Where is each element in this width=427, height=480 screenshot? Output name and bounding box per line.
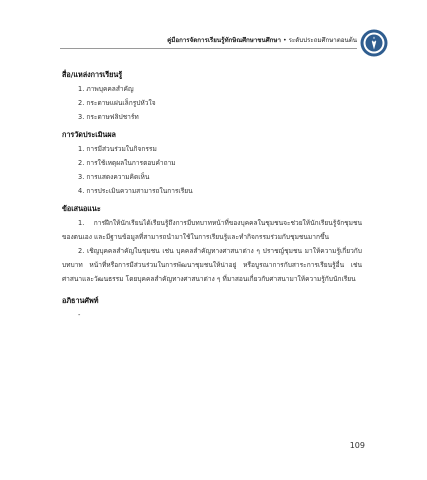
emblem-logo-icon	[359, 28, 389, 58]
media-item: 3. กระดาษฟลิปชาร์ท	[78, 113, 139, 121]
header-text	[167, 35, 357, 45]
assessment-item: 1. การมีส่วนร่วมในกิจกรรม	[78, 145, 157, 153]
header-separator: •	[282, 37, 287, 44]
media-item: 1. ภาพบุคคลสำคัญ	[78, 85, 134, 93]
media-heading: สื่อ/แหล่งการเรียนรู้	[62, 70, 123, 79]
suggestion-paragraph: 2. เชิญบุคคลสำคัญในชุมชน เช่น บุคคลสำคัญทางศาสนาต่าง ๆ ปราชญ์ชุมชน มาให้ความรู้เกี่ยวกับบทบาท หน้าที่หรือการมีส่วนร่วมในการพัฒนาชุมชนให้น่าอยู่ หรือบูรณาการกับสาระการเรียนรู้อื่น เช่น ศาสนาและวัฒนธรรม โดยบุคคลสำคัญทางศาสนาต่าง ๆ ที่มาสอนเกี่ยวกับศาสนามาให้ความรู้กับนักเรียน	[62, 247, 362, 283]
assessment-item: 2. การใช้เหตุผลในการตอบคำถาม	[78, 159, 176, 167]
header-subtitle: ระดับประถมศึกษาตอนต้น	[288, 37, 357, 44]
assessment-item: 3. การแสดงความคิดเห็น	[78, 173, 150, 181]
page-number: 109	[349, 441, 365, 450]
header-divider	[60, 48, 357, 49]
glossary-content: -	[78, 311, 81, 319]
suggestion-paragraph: 1. การฝึกให้นักเรียนได้เรียนรู้ถึงการมีบทบาทหน้าที่ของบุคคลในชุมชนจะช่วยให้นักเรียนรู้จักชุมชนของตนเอง และมีฐานข้อมูลที่สามารถนำมาใช้ในการเรียนรู้และทำกิจกรรมร่วมกับชุมชนมากขึ้น	[62, 219, 362, 241]
page-content	[62, 68, 362, 322]
media-item: 2. กระดาษแผ่นเล็กรูปหัวใจ	[78, 99, 156, 107]
header-title: คู่มือการจัดการเรียนรู้ทักษิณศึกษาชนศึกษา	[167, 37, 281, 44]
page-header	[0, 22, 427, 52]
assessment-heading: การวัดประเมินผล	[62, 130, 116, 139]
glossary-heading: อภิธานศัพท์	[62, 296, 99, 305]
assessment-item: 4. การประเมินความสามารถในการเรียน	[78, 187, 193, 195]
suggestions-heading: ข้อเสนอแนะ	[62, 204, 101, 213]
